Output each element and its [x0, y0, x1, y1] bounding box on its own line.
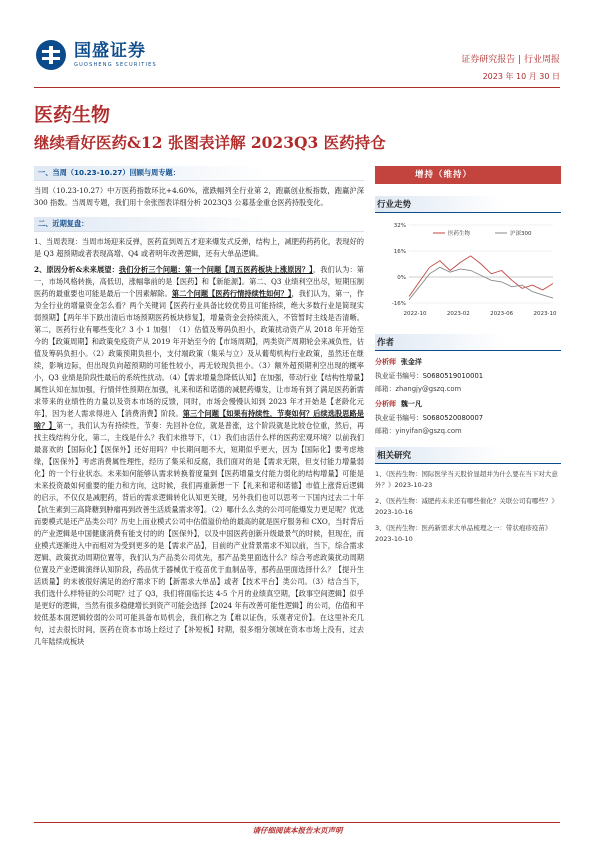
- report-type: 证券研究报告 | 行业周报: [461, 55, 560, 65]
- y-tick-label: 0%: [397, 275, 406, 281]
- question-3: 第三个问题【如果有持续性，节奏如何？后续选股思路是啥？】: [34, 409, 364, 430]
- analyst-2-label: 分析师: [375, 400, 396, 408]
- related-item-3[interactable]: 3、《医药生物：医药新需求大单品梳理之一：带状疱疹疫苗》2023-10-10: [375, 524, 552, 543]
- footer-note: 请仔细阅读本报告末页声明: [252, 826, 343, 835]
- section-2-title: 二、近期复盘：: [34, 217, 364, 232]
- answer-2: ，我们认为，第一，作为全行业的增量资金怎么看？两个关键词【医药行业具备比较优势且可能持续，绝大多数行业是简现实弱预期】【两年半下跌出清后市场预期医药板块修复】，增量资金会持续流入，不管暂时主线是否清晰。第二，医药行业有哪些变化？3 小 1 加强！（1）估值及筹码负担小，政策扰动资产从 2018 年开始至今的【政策周期】和政策免疫资产从 2019 年开始至今的【市场周期】，两类资产周期轮会来减负性，估值及筹码负担小。（2）政策预期负担小，支付端政策（集采与立）及从葡萄机构行业政策，虽然还在继续，影响边际，但出现负向超预期的可能性较小，再无较现负担小。（3）额外超预期利空出现的概率小，Q3 业绩是阶段性最后的系统性扰动。（4）【需求增量急降低认知】在加强，带动行业【结构性增量】属性认知在加加强，行情伴性预期在加强，礼来和诺和诺德的减肥药爆发，让市场有到了满足医药新需求带来的业绩性的力量以及资本市场的反馈，同时，市场会慢慢认知到 2023 年才开始是【老龄化元年】，因为老人需求得进入【消费消费】阶段。: [34, 289, 364, 418]
- y-tick-label: 16%: [393, 249, 406, 255]
- header-divider: [34, 87, 560, 88]
- x-tick-label: 2023-06: [490, 311, 514, 317]
- series-line-1: [409, 267, 553, 300]
- analyst-1-name: 张金洋: [400, 358, 422, 366]
- related-title: 相关研究: [375, 447, 561, 464]
- main-content: [34, 166, 364, 648]
- logo-cn-text: 国盛证券: [74, 41, 146, 61]
- guosheng-logo-icon: [34, 38, 68, 72]
- analyst-2-cert: 执业证书编号：S0680520080007: [375, 414, 484, 422]
- analyst-2: [375, 399, 561, 409]
- report-date: 2023 年 10 月 30 日: [482, 72, 560, 81]
- related-item-2[interactable]: 2、《医药生物：减肥药未来还有哪些催化？关联公司有哪些？》2023-10-16: [375, 497, 558, 516]
- series-line-0: [409, 256, 553, 297]
- analyst-1: [375, 357, 561, 367]
- question-2: 第二个问题【医药行情持续性如何？】: [171, 289, 292, 298]
- question-1: 我们分析三个问题：第一个问题【周五医药板块上涨原因？】: [118, 265, 313, 274]
- y-tick-label: 32%: [393, 223, 406, 229]
- trend-chart: [375, 217, 561, 322]
- weekly-performance-paragraph: 1、当周表现：当周市场迎来反弹，医药直到周五才迎来爆发式反弹，结构上，减肥药药药化，表现好的是 Q3 超预期或者表现高增、Q4 或者明年改善逻辑，还有大单品逻辑。: [34, 237, 364, 258]
- answer-1: ，我们认为：第一，市场风格转换，高低切，涨幅靠前的是【医药】和【新能源】。第二、Q3 业绩利空出尽，短期压制医药的最重要也可能是最后一个因素解除。: [34, 265, 364, 298]
- footer-divider: [34, 822, 560, 823]
- report-title: 继续看好医药&12 张图表详解 2023Q3 医药持仓: [34, 133, 386, 152]
- x-tick-label: 2023-10: [533, 311, 557, 317]
- legend-label: 沪深300: [510, 231, 532, 237]
- rating-badge: 增持（维持）: [375, 166, 561, 184]
- analysis-heading: 2、原因分析&未来展望：: [34, 265, 119, 274]
- answer-3: 第一，我们认为有持续性，节奏：先回补仓位，就是普涨，这个阶段就是比较仓位重，然后，再找主线结构分化，第二，主线是什么？我们未推导下，（1）我们由活什么样的医药宏观环境？以前我们最喜欢的【国际化】【医保外】还好用吗？中长期问题不大，短期似乎更大，因为【国际化】要考虑地缘，【医保外】考虑消费属性理性，经历了集采和反腐，我们面对的是【需求无限，但支付能力增量弱化】的一个行业状态。未来如何能够认需求转换着度量到【医药增量支付能力弱化的结构增量】可能是未来投资最如何重要的能力和方向，这时候，我们再重新想一下【礼来和诺和诺德】市值上涨背后逻辑的启示，不仅仅是减肥药，背后的需求逻辑转化认知更关键，另外我们也可以思考一下国内过去二十年【抗生素到三高降糖到肿瘤再到改善生活质量需求等】。（2）哪什么么类的公司可能爆发力更足呢？优选而要模式是还产品类公司？历史上而业模式公司中估值溢价给的最高的就是医疗服务和 CXO，当时背后的产业逻辑是中国健康消费有能支付的的【医保外】，以及中国医药创新升级最景气的时候，但现在，而业模式逐渐进入中而相对为受到更多的是【需求产品】，目前的产业背景需求不知以前，当下，综合需求逻辑、政策扰动周期位置等，我们认为产品类公司优先，那产品类里面选什么？综合考虑政策扰动周期位置及产业逻辑演绎认知阶段，药品优于器械优于疫苗优于血制品等，那药品里面选择什么？【提升生活质量】的未被很好满足的治疗需求下的【新需求大单品】或者【技术平台】类公司。（3）结合当下，我们选什么样特征的公司呢？过了 Q3，我们将面临长达 4-5 个月的业绩真空期，【政事空间逻辑】似乎是更好的逻辑，当然有很多稳健增长到资产可能会选择【2024 年有改善可能性逻辑】的公司，估值和平较低基本面逻辑较弱的公司可能具备布局机会，我们称之为【难以证伪，乐观者定价】。在这里补充几句，过去很长时间，医药在资本市场上经过了【补短板】时期，很多细分领域在资本市场上没有，过去几年陆续成板块: [34, 421, 364, 646]
- company-logo: [34, 38, 157, 72]
- report-header: [0, 0, 595, 90]
- related-item-1[interactable]: 1、《医药生物：国际医学当天股价显超并为什么要在当下对大意外？》2023-10-23: [375, 470, 558, 489]
- sidebar: [375, 166, 561, 545]
- analyst-1-cert: 执业证书编号：S0680519010001: [375, 372, 484, 380]
- legend-label: 医药生物: [448, 231, 471, 237]
- x-tick-label: 2023-02: [446, 311, 470, 317]
- trend-title: 行业走势: [375, 196, 561, 213]
- analysts-title: 作者: [375, 334, 561, 351]
- analysis-paragraph: [34, 264, 364, 648]
- x-tick-label: 2022-10: [403, 311, 427, 317]
- analyst-1-label: 分析师: [375, 358, 396, 366]
- y-tick-label: -16%: [391, 301, 406, 307]
- logo-en-text: GUOSHENG SECURITIES: [74, 62, 157, 68]
- analyst-2-name: 魏一凡: [400, 400, 422, 408]
- industry-name: 医药生物: [34, 104, 111, 126]
- analyst-2-email[interactable]: 邮箱：yinyifan@gszq.com: [375, 427, 462, 435]
- analyst-1-email[interactable]: 邮箱：zhangjy@gszq.com: [375, 385, 462, 393]
- trend-chart-svg: [375, 217, 561, 322]
- section-1-paragraph: 当周（10.23-10.27）中万医药指数环比+4.60%，涨跌幅列全行业第 2，跑赢创业板指数，跑赢沪深 300 指数。当周周专题，我们用十余张图表详细分析 2023Q3 公募基金重仓医药持股变化。: [34, 186, 364, 207]
- section-1-title: 一、当周（10.23-10.27）回顾与周专题：: [34, 166, 364, 181]
